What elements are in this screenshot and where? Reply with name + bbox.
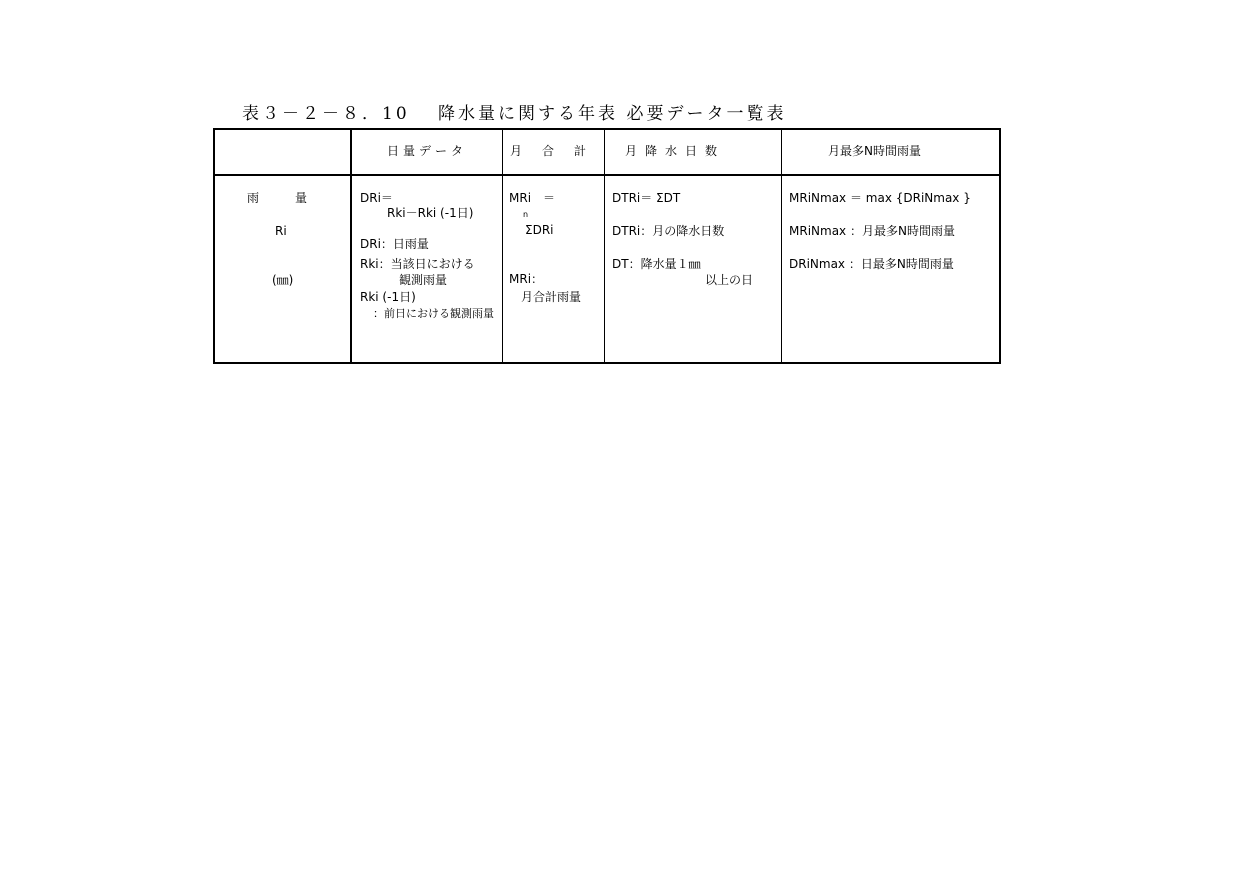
table-title: 表３－２－８．10 降水量に関する年表 必要データ一覧表 — [242, 104, 787, 124]
monthly-def-2: 月合計雨量 — [521, 290, 582, 304]
required-data-table — [213, 128, 1001, 364]
daily-def-1: DRi：日雨量 — [360, 237, 429, 251]
column-divider — [781, 130, 782, 362]
row-label-symbol: Ri — [275, 224, 287, 238]
monthly-formula-1: MRi ＝ — [509, 191, 556, 205]
daily-def-3: 観測雨量 — [399, 273, 448, 287]
daily-def-2: Rki：当該日における — [360, 257, 475, 271]
row-label-unit: (㎜) — [272, 273, 294, 287]
maxn-def-1: MRiNmax ：月最多N時間雨量 — [789, 224, 955, 238]
daily-def-4: Rki (-1日) — [360, 290, 416, 304]
monthly-def-1: MRi： — [509, 272, 544, 286]
header-daily-data: 日量データ — [387, 144, 468, 158]
column-divider — [350, 130, 352, 362]
maxn-def-2: DRiNmax ：日最多N時間雨量 — [789, 257, 954, 271]
header-rain-days: 月降水日数 — [625, 144, 726, 158]
row-label-main: 雨 量 — [247, 191, 308, 205]
daily-formula-1: DRi＝ — [360, 191, 393, 205]
monthly-formula-2: ΣDRi — [525, 223, 554, 237]
raindays-def-3: 以上の日 — [705, 273, 754, 287]
raindays-def-1: DTRi：月の降水日数 — [612, 224, 725, 238]
monthly-sum-index: n — [523, 210, 529, 219]
header-monthly-total: 月 合 計 — [510, 144, 591, 158]
maxn-formula: MRiNmax ＝ max {DRiNmax } — [789, 191, 971, 205]
header-divider — [215, 174, 999, 176]
column-divider — [604, 130, 605, 362]
daily-def-5: ：前日における観測雨量 — [373, 307, 494, 320]
daily-formula-2: Rki－Rki (-1日) — [387, 206, 474, 220]
raindays-def-2: DT：降水量１㎜ — [612, 257, 701, 271]
column-divider — [502, 130, 503, 362]
raindays-formula: DTRi＝ ΣDT — [612, 191, 681, 205]
header-max-n-hour: 月最多N時間雨量 — [828, 144, 921, 158]
